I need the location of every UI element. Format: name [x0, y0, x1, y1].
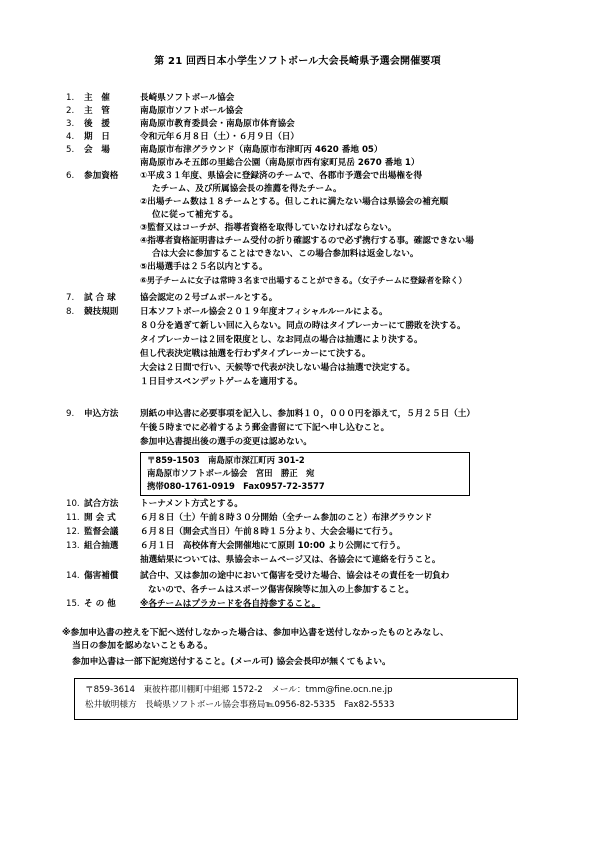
item-5: [66, 144, 586, 156]
item-label: 期 日: [84, 132, 110, 142]
item-number: 9.: [66, 409, 75, 419]
item-value: 南島原市ソフトボール協会: [140, 106, 243, 116]
item-9-line: 参加申込書提出後の選手の変更は認めない。: [140, 437, 312, 447]
item-9: [66, 408, 586, 420]
item-6-line: 位に従って補充する。: [152, 210, 238, 220]
item-value: 南島原市教育委員会・南島原市体育協会: [140, 119, 295, 129]
item-label: 会 場: [84, 145, 110, 155]
item-label: 組合抽選: [84, 541, 119, 551]
item-14-continuation: ないので、各チームはスポーツ傷害保険等に加入の上参加すること。: [148, 585, 414, 595]
item-value: 協会認定の２号ゴムボールとする。: [140, 293, 278, 303]
item-label: 監督会議: [84, 527, 119, 537]
item-6-line: たチーム、及び所属協会長の推薦を得たチーム。: [152, 184, 342, 194]
item-label: 傷害補償: [84, 571, 119, 581]
item-number: 1.: [66, 93, 75, 103]
item-3: [66, 118, 586, 130]
address-line: 〒859-1503 南島原市深江町丙 301-2: [147, 455, 305, 465]
item-6-line: ⑤出場選手は２５名以内とする。: [140, 262, 268, 272]
item-label: 競技規則: [84, 307, 119, 317]
address-line: 携帯080-1761-0919 Fax0957-72-3577: [147, 481, 325, 491]
item-8: [66, 306, 586, 318]
note-line: 参加申込書は一部下記宛送付すること。(メール可) 協会会長印が無くてもよい。: [72, 657, 391, 667]
item-13: [66, 540, 586, 552]
item-6-line: ②出場チーム数は１８チームとする。但しこれに満たない場合は県協会の補充順: [140, 197, 449, 207]
item-value: 南島原市布津グラウンド（南島原市布津町丙 4620 番地 05）: [140, 145, 383, 155]
item-number: 8.: [66, 307, 75, 317]
item-6-line: ③監督又はコーチが、指導者資格を取得していなければならない。: [140, 223, 397, 233]
application-address-box: [140, 452, 470, 496]
item-12: [66, 526, 586, 538]
item-number: 14.: [66, 571, 80, 581]
item-6: [66, 170, 586, 182]
note-line: ※参加申込書の控えを下記へ送付しなかった場合は、参加申込書を送付しなかったものとみなし、: [62, 628, 449, 638]
item-6-line: ④指導者資格証明書はチーム受付の折り確認するので必ず携行する事。確認できない場: [140, 236, 474, 246]
item-value: 日本ソフトボール協会２０１９年度オフィシャルルールによる。: [140, 307, 388, 317]
item-value: トーナメント方式とする。: [140, 499, 243, 509]
item-label: 試合方法: [84, 499, 119, 509]
item-1: [66, 92, 586, 104]
item-value: 試合中、又は参加の途中において傷害を受けた場合、協会はその責任を一切負わ: [140, 571, 450, 581]
item-value: ６月８日（開会式当日）午前８時１５分より、大会会場にて行う。: [140, 527, 398, 537]
item-15: [66, 598, 586, 610]
item-number: 10.: [66, 499, 80, 509]
item-label: 申込方法: [84, 409, 119, 419]
item-value: ①平成３１年度、県協会に登録済のチームで、各郡市予選会で出場権を得: [140, 171, 423, 181]
item-number: 4.: [66, 132, 75, 142]
item-number: 7.: [66, 293, 75, 303]
item-11: [66, 512, 586, 524]
item-number: 11.: [66, 513, 80, 523]
item-label: そ の 他: [84, 599, 116, 609]
item-8-line: 大会は２日間で行い、天候等で代表が決しない場合は抽選で決定する。: [140, 363, 416, 373]
item-14: [66, 570, 586, 582]
item-label: 開 会 式: [84, 513, 116, 523]
item-label: 試 合 球: [84, 293, 116, 303]
item-value: 令和元年６月８日（土）・６月９日（日）: [140, 132, 299, 142]
item-label: 後 援: [84, 119, 110, 129]
item-13-continuation: 抽選結果については、県協会ホームページ又は、各協会にて連絡を行うこと。: [140, 555, 441, 565]
item-8-line: １日目サスペンデットゲームを適用する。: [140, 377, 303, 387]
item-number: 12.: [66, 527, 80, 537]
contact-box: [74, 678, 518, 720]
contact-line: 松井敏明様方 長崎県ソフトボール協会事務局℡0956-82-5335 Fax82-5533: [85, 700, 395, 710]
item-number: 5.: [66, 145, 75, 155]
item-8-line: ８０分を過ぎて新しい回に入らない。同点の時はタイブレーカーにて勝敗を決する。: [140, 321, 466, 331]
item-8-line: 但し代表決定戦は抽選を行わずタイブレーカーにて決する。: [140, 349, 371, 359]
item-value: ※各チームはプラカードを各自持参すること。: [140, 599, 321, 609]
item-value: 別紙の申込書に必要事項を記入し、参加料１０，０００円を添えて，５月２５日（土）: [140, 409, 475, 419]
item-2: [66, 105, 586, 117]
item-7: [66, 292, 586, 304]
item-number: 6.: [66, 171, 75, 181]
item-5-continuation: 南島原市みそ五郎の里総合公園（南島原市西有家町見岳 2670 番地 1）: [140, 158, 420, 168]
item-6-line: 合は大会に参加することはできない、この場合参加料は返金しない。: [152, 249, 419, 259]
item-label: 主 管: [84, 106, 110, 116]
item-value: ６月１日 高校体育大会開催地にて原則 10:00 より公開にて行う。: [140, 541, 406, 551]
item-10: [66, 498, 586, 510]
item-4: [66, 131, 586, 143]
item-number: 13.: [66, 541, 80, 551]
document-title: 第 21 回西日本小学生ソフトボール大会長崎県予選会開催要項: [154, 56, 441, 67]
item-number: 2.: [66, 106, 75, 116]
item-value: 長崎県ソフトボール協会: [140, 93, 235, 103]
item-9-line: 午後５時までに必着するよう郵金書留にて下記へ申し込むこと。: [140, 423, 390, 433]
item-label: 参加資格: [84, 171, 119, 181]
item-label: 主 催: [84, 93, 110, 103]
item-number: 3.: [66, 119, 75, 129]
item-6-line: ⑥男子チームに女子は常時３名まで出場することができる。（女子チームに登録者を除く）: [140, 275, 467, 285]
address-line: 南島原市ソフトボール協会 宮田 勝正 宛: [147, 468, 315, 478]
item-number: 15.: [66, 599, 80, 609]
contact-line: 〒859-3614 東彼杵郡川棚町中組郷 1572-2 メール：tmm@fine.ocn.ne.jp: [85, 685, 393, 695]
item-value: ６月８日（土）午前８時３０分開始（全チーム参加のこと）布津グラウンド: [140, 513, 433, 523]
note-line: 当日の参加を認めないこともある。: [72, 641, 213, 651]
item-8-line: タイブレーカーは２回を限度とし、なお同点の場合は抽選により決する。: [140, 335, 423, 345]
